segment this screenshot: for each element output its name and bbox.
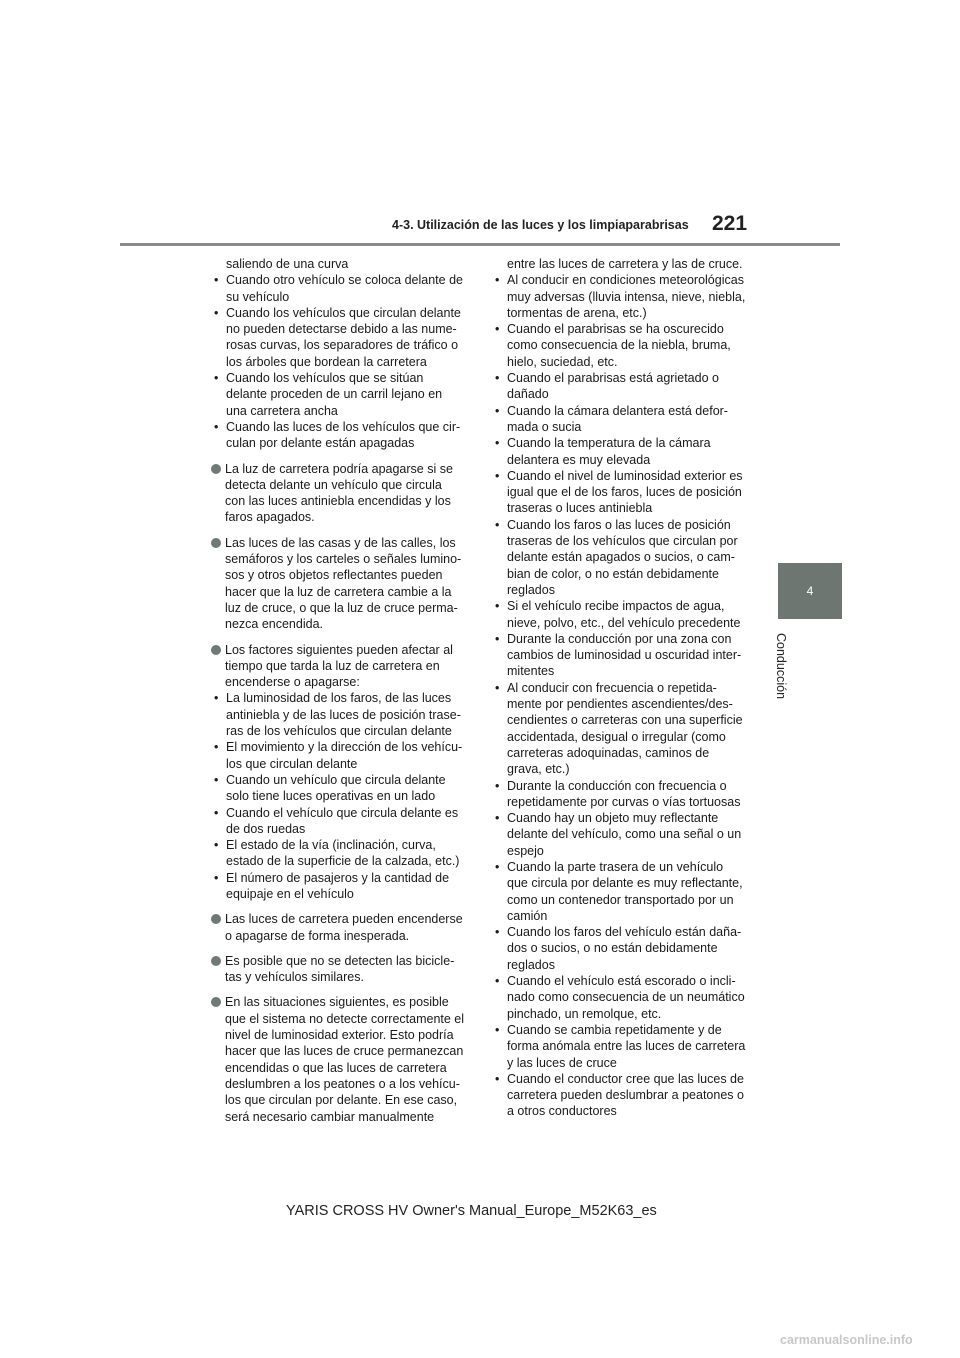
text-line: cambios de luminosidad u oscuridad inter- [507, 648, 742, 663]
bullet-paragraph [211, 994, 473, 1124]
sub-bullet-item [211, 739, 473, 772]
sub-bullet-item [492, 468, 758, 517]
text-line: nezca encendida. [225, 617, 323, 632]
text-line: de dos ruedas [226, 821, 306, 836]
text-line: • Cuando la cámara delantera está defor- [507, 403, 728, 418]
text-line: • Cuando el vehículo está escorado o incli- [507, 974, 736, 989]
text-line: • Cuando el nivel de luminosidad exterior es [507, 468, 743, 483]
sub-bullet-item [492, 517, 758, 598]
text-line: • Cuando otro vehículo se coloca delante de [226, 273, 463, 288]
text-line: será necesario cambiar manualmente [225, 1109, 435, 1124]
text-line: • Si el vehículo recibe impactos de agua, [507, 599, 725, 614]
paragraph-gap [211, 985, 473, 994]
text-line: delante están apagados o sucios, o cam- [507, 550, 735, 565]
text-line: • El movimiento y la dirección de los vehícu- [226, 740, 463, 755]
text-line: carreteras adoquinadas, caminos de [507, 745, 710, 760]
sub-bullet-item [492, 859, 758, 924]
sub-bullet-item [211, 837, 473, 870]
circle-bullet-icon [211, 914, 221, 924]
chapter-label-text: Conducción [774, 633, 788, 700]
text-line: y las luces de cruce [507, 1055, 617, 1070]
text-line: deslumbren a los peatones o a los vehícu- [225, 1076, 460, 1091]
text-line: • Cuando los faros o las luces de posición [507, 517, 731, 532]
text-line: En las situaciones siguientes, es posible [225, 995, 449, 1010]
bullet-paragraph [211, 911, 473, 944]
sub-bullet-item [211, 805, 473, 838]
text-line: bian de color, o no están debidamente [507, 566, 719, 581]
sub-bullet-item [211, 419, 473, 452]
text-line: hacer que las luces de cruce permanezcan [225, 1044, 464, 1059]
text-line: espejo [507, 843, 544, 858]
text-line: delante del vehículo, como una señal o un [507, 827, 742, 842]
text-line: Las luces de carretera pueden encenderse [225, 912, 463, 927]
text-line: cendientes o carreteras con una superficie [507, 713, 743, 728]
sub-bullet-item [492, 1071, 758, 1120]
chapter-tab [778, 563, 842, 619]
paragraph-gap [211, 902, 473, 911]
sub-bullet-item [492, 810, 758, 859]
sub-bullet-item [492, 1022, 758, 1071]
continued-text [211, 256, 473, 272]
bullet-paragraph [211, 642, 473, 691]
text-line: ras de los vehículos que circulan delante [226, 724, 452, 739]
text-line: • El estado de la vía (inclinación, curva, [226, 838, 436, 853]
text-line: • Cuando el vehículo que circula delante es [226, 805, 459, 820]
text-line: que el sistema no detecte correctamente el [225, 1011, 465, 1026]
text-line: mada o sucia [507, 419, 582, 434]
text-line: tormentas de arena, etc.) [507, 305, 647, 320]
sub-bullet-item [492, 321, 758, 370]
text-line: nivel de luminosidad exterior. Esto podría [225, 1028, 454, 1043]
text-line: sos y otros objetos reflectantes pueden [225, 568, 443, 583]
text-line: • Cuando la parte trasera de un vehículo [507, 859, 724, 874]
text-line: repetidamente por curvas o vías tortuosas [507, 794, 741, 809]
text-line: • Cuando las luces de los vehículos que cir- [226, 419, 461, 434]
header-divider [120, 243, 840, 246]
text-line: • Cuando un vehículo que circula delante [226, 772, 446, 787]
text-line: grava, etc.) [507, 762, 570, 777]
text-line: encenderse o apagarse: [225, 675, 360, 690]
footer-manual-name: YARIS CROSS HV Owner's Manual_Europe_M52K63_es [286, 1203, 657, 1219]
text-line: reglados [507, 582, 555, 597]
text-line: carretera pueden deslumbrar a peatones o [507, 1088, 744, 1103]
text-line: mente por pendientes ascendientes/des- [507, 697, 733, 712]
circle-bullet-icon [211, 997, 221, 1007]
text-line: estado de la superficie de la calzada, etc.) [226, 854, 460, 869]
sub-bullet-item [492, 973, 758, 1022]
text-line: hielo, suciedad, etc. [507, 354, 618, 369]
circle-bullet-icon [211, 645, 221, 655]
chapter-number: 4 [806, 584, 814, 598]
text-line: La luz de carretera podría apagarse si se [225, 461, 453, 476]
text-line: accidentada, desigual o irregular (como [507, 729, 726, 744]
text-line: como un contenedor transportado por un [507, 892, 734, 907]
text-line: • Cuando los faros del vehículo están daña- [507, 925, 742, 940]
sub-bullet-item [492, 370, 758, 403]
text-line: que circula por delante es muy reflectante, [507, 876, 743, 891]
text-line: con las luces antiniebla encendidas y los [225, 494, 451, 509]
sub-bullet-item [211, 690, 473, 739]
text-line: dañado [507, 387, 549, 402]
text-line: Los factores siguientes pueden afectar al [225, 642, 453, 657]
text-line: • El número de pasajeros y la cantidad de [226, 870, 450, 885]
text-line: dos o sucios, o no están debidamente [507, 941, 718, 956]
page-number: 221 [712, 212, 748, 235]
sub-bullet-item [492, 631, 758, 680]
text-line: como consecuencia de la niebla, bruma, [507, 338, 731, 353]
text-line: traseras o luces antiniebla [507, 501, 653, 516]
text-line: • Cuando se cambia repetidamente y de [507, 1022, 722, 1037]
text-line: luz de cruce, o que la luz de cruce perma- [225, 600, 458, 615]
text-line: delante proceden de un carril lejano en [226, 387, 443, 402]
text-line: • Durante la conducción con frecuencia o [507, 778, 727, 793]
text-line: • Cuando hay un objeto muy reflectante [507, 811, 719, 826]
text-line: pinchado, un remolque, etc. [507, 1006, 662, 1021]
paragraph-gap [211, 526, 473, 535]
text-line: reglados [507, 957, 555, 972]
text-line: nado como consecuencia de un neumático [507, 990, 745, 1005]
text-line: culan por delante están apagadas [226, 436, 415, 451]
text-line: • Cuando la temperatura de la cámara [507, 436, 711, 451]
text-line: rosas curvas, los separadores de tráfico o [226, 338, 459, 353]
text-line: delantera es muy elevada [507, 452, 651, 467]
sub-bullet-item [492, 924, 758, 973]
text-line: a otros conductores [507, 1104, 617, 1119]
text-line: mitentes [507, 664, 555, 679]
text-line: • Al conducir con frecuencia o repetida- [507, 680, 717, 695]
text-line: Las luces de las casas y de las calles, los [225, 535, 456, 550]
text-line: • Cuando los vehículos que se sitúan [226, 371, 424, 386]
sub-bullet-item [211, 272, 473, 305]
text-line: nieve, polvo, etc., del vehículo precedente [507, 615, 741, 630]
continued-text [492, 256, 758, 272]
text-line: faros apagados. [225, 510, 315, 525]
text-line: detecta delante un vehículo que circula [225, 477, 442, 492]
text-line: traseras de los vehículos que circulan por [507, 534, 738, 549]
sub-bullet-item [211, 370, 473, 419]
right-column [492, 256, 758, 1120]
text-line: antiniebla y de las luces de posición trase- [226, 707, 461, 722]
text-line: los árboles que bordean la carretera [226, 354, 427, 369]
text-line: o apagarse de forma inesperada. [225, 928, 410, 943]
text-line: encendidas o que las luces de carretera [225, 1060, 447, 1075]
sub-bullet-item [492, 272, 758, 321]
text-line: su vehículo [226, 289, 290, 304]
text-line: Es posible que no se detecten las bicicle- [225, 953, 455, 968]
bullet-paragraph [211, 953, 473, 986]
chapter-side-label [774, 633, 802, 713]
text-line: una carretera ancha [226, 403, 338, 418]
sub-bullet-item [211, 305, 473, 370]
circle-bullet-icon [211, 538, 221, 548]
text-line: entre las luces de carretera y las de cruce. [507, 257, 743, 271]
sub-bullet-item [492, 435, 758, 468]
text-line: los que circulan por delante. En ese caso, [225, 1093, 458, 1108]
text-line: solo tiene luces operativas en un lado [226, 789, 436, 804]
text-line: • Durante la conducción por una zona con [507, 631, 732, 646]
text-line: • Al conducir en condiciones meteorológicas [507, 273, 744, 288]
text-line: camión [507, 908, 548, 923]
text-line: igual que el de los faros, luces de posición [507, 485, 742, 500]
section-header-title: 4-3. Utilización de las luces y los limpiaparabrisas [392, 218, 689, 232]
text-line: semáforos y los carteles o señales lumino- [225, 552, 462, 567]
text-line: • La luminosidad de los faros, de las luces [226, 691, 452, 706]
paragraph-gap [211, 452, 473, 461]
left-column [211, 256, 473, 1125]
text-line: saliendo de una curva [226, 257, 349, 271]
bullet-paragraph [211, 461, 473, 526]
paragraph-gap [211, 633, 473, 642]
text-line: • Cuando el conductor cree que las luces de [507, 1071, 744, 1086]
sub-bullet-item [492, 680, 758, 778]
sub-bullet-item [211, 772, 473, 805]
circle-bullet-icon [211, 464, 221, 474]
text-line: • Cuando los vehículos que circulan delante [226, 305, 461, 320]
text-line: los que circulan delante [226, 756, 358, 771]
text-line: equipaje en el vehículo [226, 886, 354, 901]
sub-bullet-item [492, 598, 758, 631]
text-line: tiempo que tarda la luz de carretera en [225, 658, 440, 673]
circle-bullet-icon [211, 956, 221, 966]
text-line: • Cuando el parabrisas se ha oscurecido [507, 322, 724, 337]
text-line: hacer que la luz de carretera cambie a la [225, 584, 452, 599]
sub-bullet-item [492, 778, 758, 811]
watermark-text[interactable]: carmanualsonline.info [780, 1333, 913, 1347]
paragraph-gap [211, 944, 473, 953]
sub-bullet-item [492, 403, 758, 436]
text-line: forma anómala entre las luces de carretera [507, 1039, 746, 1054]
text-line: tas y vehículos similares. [225, 970, 364, 985]
bullet-paragraph [211, 535, 473, 633]
text-line: muy adversas (lluvia intensa, nieve, niebla, [507, 289, 746, 304]
text-line: no pueden detectarse debido a las nume- [226, 322, 457, 337]
sub-bullet-item [211, 870, 473, 903]
text-line: • Cuando el parabrisas está agrietado o [507, 371, 719, 386]
